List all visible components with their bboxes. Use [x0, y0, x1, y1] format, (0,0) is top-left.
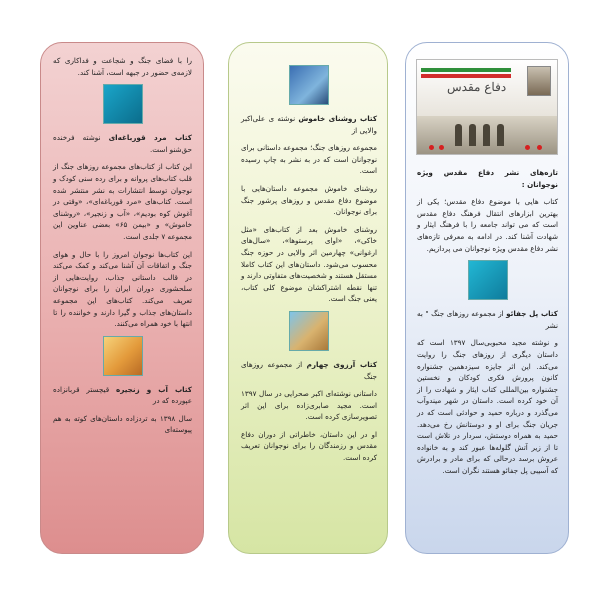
book-lead: نوشته فرخنده حق‌شنو است. [53, 133, 192, 154]
left-panel [40, 42, 204, 554]
soldier-figure [497, 124, 504, 146]
portrait-image [527, 66, 551, 96]
book-cover-ab-va-zanjir-image [103, 336, 143, 376]
right-intro-text: کتاب هایی با موضوع دفاع مقدس؛ یکی از بهترین ابزارهای انتقال فرهنگ دفاع مقدس است که می تواند جامعه را با فرهنگ ایثار و شهادت آشنا کند. در ادامه به معرفی تازه‌های نشر دفاع مقدس ویژه نوجوانان می پردازیم. [417, 197, 558, 253]
book-title-mard-ghorbaghei: کتاب مرد قورباغه‌ای [108, 133, 192, 143]
tulip-icon [525, 145, 530, 150]
mid-book2-summary: او در این داستان، خاطراتی از دوران دفاع مقدس و رزمندگان را برای نوجوانان تعریف کرده است. [241, 429, 377, 463]
mid-book1-detail: روشنای خاموش بعد از کتاب‌های «مثل خاکی»، «اوای پرستوها»، «سال‌های ارغوانی» چهارمین اثر والایی در حوزه جنگ محسوب می‌شود. داستان‌های این کتاب کاملا مستقل هستند و شخصیت‌های متفاوتی دارند و تنها نقطه اشتراکشان موضوع کلی کتاب، یعنی جنگ است. [241, 224, 377, 304]
left-book2-paragraph [53, 384, 192, 407]
book-title-pol-jafaeo: کتاب پل جفائو [506, 309, 558, 319]
book-lead: نوشته ی علی‌اکبر والایی از [241, 114, 377, 135]
book-cover-mard-ghorbaghei-image [103, 84, 143, 124]
right-book1-paragraph [417, 308, 558, 331]
soldier-figure [483, 124, 490, 146]
right-heading: تازه‌های نشر دفاع مقدس ویژه نوجوانان : [417, 168, 558, 189]
mid-book1-paragraph [241, 113, 377, 136]
left-series-summary: این کتاب‌ها نوجوان امروز را با حال و هوای جنگ و اتفاقات آن آشنا می‌کند و کمک می‌کند در قالب داستانی جذاب، روایت‌هایی از سلحشوری دوران ایران را برای نوجوانان تعریف می‌کند. کتاب‌های این مجموعه داستان‌های جذاب و گیرا دارند و خواننده را تا انتها با خود همراه می‌کنند. [53, 249, 192, 329]
book-cover-pol-jafaeo-image [468, 260, 508, 300]
right-book1-text: و نوشته مجید محبوبی‌سال ۱۳۹۷ است که داستان دیگری از روزهای جنگ را روایت می‌کند. این اثر جایزه سیزدهمین جشنواره کانون پرورش فکری کودکان و نخستین جشنواره بین‌المللی کتاب ایثار و شهادت را از آن خود کرده است. داستان در شهر میندوآب می‌گذرد و درباره حمید و حوادثی است که در جریان جنگ برای او و دوستانش رخ می‌دهد. حمید به همراه دوستش، سردار در تلاش است تا از زیر آتش گلوله‌ها عبور کند و به خانواده عروش برسد درحالی که برای مادر و برادرش که آسیبی پل جفائو هستند نگران است. [417, 338, 558, 475]
left-series-description: این کتاب از کتاب‌های مجموعه روزهای جنگ از قلب کتاب‌های پروانه و برای رده سنی کودک و نوجوان توسط انتشارات به نشر منتشر شده است. کتاب‌های «مرد قورباغه‌ای»، «وقتی در آغوش کوه بودیم»، «آب و زنجیر»، «روشنای خاموش» و «بیمن ۶۵» بعضی عناوین این مجموعه ۷ جلدی است. [53, 162, 192, 241]
book-cover-roshanaye-khamoosh-image [289, 65, 329, 105]
middle-panel [228, 42, 388, 554]
mid-book2-paragraph [241, 359, 377, 382]
mid-book2-text: داستانی نوشته‌ای اکبر صحرایی در سال ۱۳۹۷ است. مجید صابری‌زاده برای این اثر تصویرسازی کرده است. [241, 389, 377, 422]
book-title-ab-va-zanjir: کتاب آب و زنجیره [115, 384, 192, 394]
book-cover-arezooye-chaharom-image [289, 311, 329, 351]
mid-book1-summary: روشنای خاموش مجموعه داستان‌هایی با موضوع دفاع مقدس و روزهای پرشور جنگ برای نوجوانان. [241, 183, 377, 217]
soldier-figure [455, 124, 462, 146]
tulip-icon [439, 145, 444, 150]
book-title-roshanaye-khamoosh: کتاب روشنای خاموش [298, 114, 378, 123]
soldier-figure [469, 124, 476, 146]
book-lead: از مجموعه روزهای جنگ [241, 359, 377, 381]
tulip-icon [537, 145, 542, 150]
mid-book1-text: مجموعه روزهای جنگ؛ مجموعه داستانی برای نوجوانان است که در به نشر به چاپ رسیده است. [241, 143, 377, 176]
tulip-icon [429, 145, 434, 150]
sacred-defense-banner-image [416, 59, 558, 155]
left-book2-text: سال ۱۳۹۸ به ترد‌زاده داستان‌های کوته به هم پیوسته‌ای [53, 413, 192, 435]
banner-calligraphy: دفاع مقدس [447, 80, 507, 94]
left-intro-text: را با فضای جنگ و شجاعت و فداکاری که لازمه‌ی حضور در جبهه است، آشنا کند. [53, 56, 192, 77]
left-book1-paragraph [53, 132, 192, 155]
book-lead: از مجموعه روزهای جنگ " به نشر [417, 309, 558, 330]
right-panel [405, 42, 569, 554]
book-lead: قیچستر قربانزاده عپورده که در [53, 384, 192, 406]
book-title-arezooye-chaharom: کتاب آرزوی چهارم [306, 359, 378, 369]
